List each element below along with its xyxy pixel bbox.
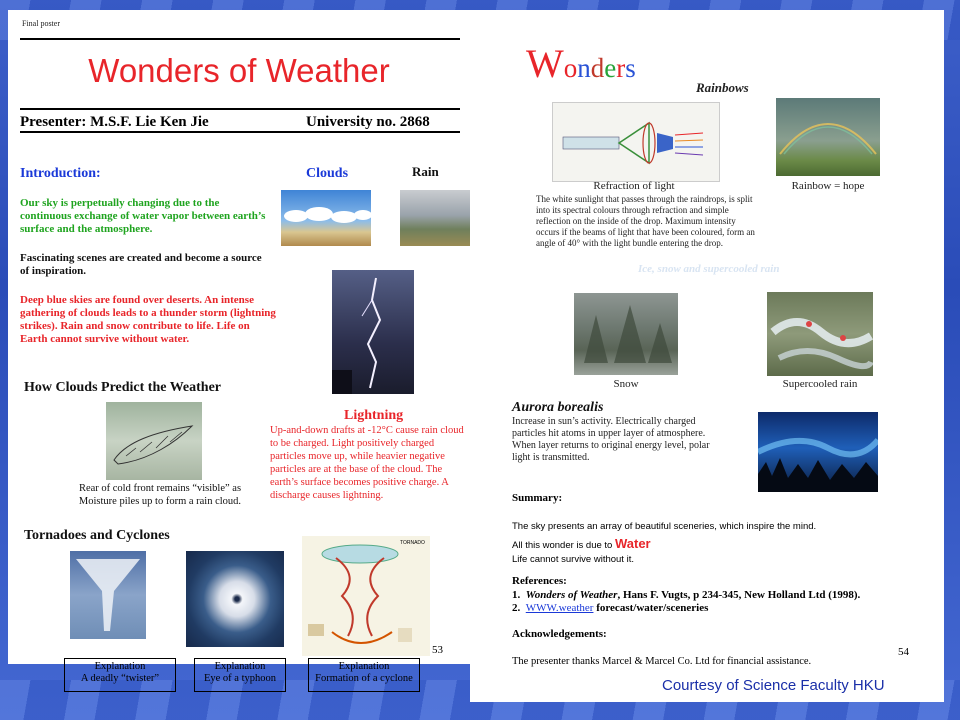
acknowledgements-heading: Acknowledgements: (512, 628, 607, 640)
reference-detail: forecast/water/sceneries (593, 602, 709, 614)
tornado-diagram-label: TORNADO (400, 540, 425, 546)
rainbow-photo (776, 98, 880, 176)
wonders-title (526, 40, 636, 87)
clouds-label: Clouds (306, 166, 349, 181)
explanation-label: Explanation (338, 661, 390, 672)
reference-number: 1. (512, 589, 521, 601)
tornado-photo (70, 551, 146, 639)
university-number: University no. 2868 (306, 114, 430, 130)
explanation-box-typhoon (194, 658, 286, 692)
presenter-name: Presenter: M.S.F. Lie Ken Jie (20, 114, 209, 130)
intro-paragraph-black: Fascinating scenes are created and become a source of inspiration. (20, 252, 262, 277)
aurora-heading: Aurora borealis (512, 400, 604, 415)
refraction-diagram (552, 102, 720, 182)
divider (20, 108, 460, 110)
page-header: Final poster (22, 19, 60, 28)
clouds-predict-heading: How Clouds Predict the Weather (24, 380, 222, 395)
lightning-heading: Lightning (344, 408, 404, 423)
water-prefix: All this wonder is due to (512, 540, 613, 551)
divider (20, 131, 460, 133)
title-letter: W (526, 41, 564, 86)
title-letter: n (577, 53, 591, 83)
intro-heading: Introduction: (20, 166, 101, 181)
acknowledgements-text: The presenter thanks Marcel & Marcel Co. Ltd for financial assistance. (512, 656, 812, 667)
water-line (512, 536, 651, 551)
reference-1 (512, 589, 860, 601)
supercooled-rain-photo (767, 292, 873, 376)
supercooled-caption: Supercooled rain (782, 378, 858, 390)
aurora-photo (758, 412, 878, 492)
explanation-label: Explanation (94, 661, 146, 672)
lightning-photo (332, 270, 414, 394)
title-letter: o (563, 53, 578, 83)
explanation-label: Explanation (214, 661, 266, 672)
reference-link[interactable]: WWW.weather (525, 602, 594, 614)
page-number-left: 53 (432, 644, 443, 656)
refraction-caption: Refraction of light (593, 180, 675, 192)
intro-paragraph-red: Deep blue skies are found over deserts. An intense gathering of clouds leads to a thunder storm (lightning strikes). Rain and snow contribute to life. Life on Earth cannot survive without water. (20, 294, 276, 345)
reference-2 (512, 602, 708, 614)
water-suffix: Life cannot survive without it. (512, 554, 634, 565)
explanation-box-twister (64, 658, 176, 692)
intro-paragraph-green: Our sky is perpetually changing due to the continuous exchange of water vapor between earth’s surface and the atmosphere. (20, 197, 266, 235)
rainbows-heading: Rainbows (696, 80, 749, 95)
reference-title: Wonders of Weather (525, 589, 618, 601)
title-letter: e (604, 53, 617, 83)
divider (20, 38, 460, 40)
aurora-text: Increase in sun’s activity. Electrically charged particles hit atoms in upper layer of atmosphere. When layer returns to original energy level, polar light is transmitted. (512, 416, 710, 463)
page-number-right: 54 (898, 646, 909, 658)
ice-snow-heading: Ice, snow and supercooled rain (638, 263, 780, 275)
title-letter: s (625, 53, 636, 83)
references-heading: References: (512, 575, 567, 587)
cold-front-caption: Rear of cold front remains “visible” as Moisture piles up to form a rain cloud. (78, 483, 242, 507)
explanation-box-cyclone (308, 658, 420, 692)
water-word: Water (614, 536, 651, 551)
reference-number: 2. (512, 602, 521, 614)
poster-title: Wonders of Weather (88, 52, 390, 89)
summary-heading: Summary: (512, 492, 563, 504)
cold-front-photo (106, 402, 202, 480)
rainbow-caption: Rainbow = hope (791, 180, 865, 192)
explanation-text: A deadly “twister” (80, 673, 160, 684)
reference-detail: , Hans F. Vugts, p 234-345, New Holland Ltd (1998). (617, 589, 861, 601)
summary-text: The sky presents an array of beautiful sceneries, which inspire the mind. (512, 521, 817, 532)
rain-photo (400, 190, 470, 246)
poster-page-left (8, 10, 470, 684)
snow-caption: Snow (613, 378, 639, 390)
cyclone-diagram (302, 536, 430, 656)
poster-page-right (470, 10, 944, 702)
title-letter: r (616, 53, 626, 83)
snow-photo (574, 293, 678, 375)
lightning-text: Up-and-down drafts at -12°C cause rain cloud to be charged. Light positively charged particles move up, while heavier negative particles are at the base of the cloud. The earth’s surface becomes positive charge. A discharge causes lightning. (270, 425, 464, 501)
rain-label: Rain (412, 164, 439, 179)
tornado-heading: Tornadoes and Cyclones (24, 528, 170, 543)
courtesy-credit: Courtesy of Science Faculty HKU (662, 677, 885, 694)
explanation-text: Formation of a cyclone (315, 673, 413, 684)
clouds-photo (281, 190, 371, 246)
title-letter: d (590, 53, 605, 83)
explanation-text: Eye of a typhoon (203, 673, 277, 684)
typhoon-photo (186, 551, 284, 647)
refraction-text: The white sunlight that passes through the raindrops, is split into its spectral colours through refraction and simple reflection on the inside of the drop. Maximum intensity occurs if the beams of light that have been coloured, form an angle of 40° with the light bundle entering the drop. (536, 194, 755, 248)
